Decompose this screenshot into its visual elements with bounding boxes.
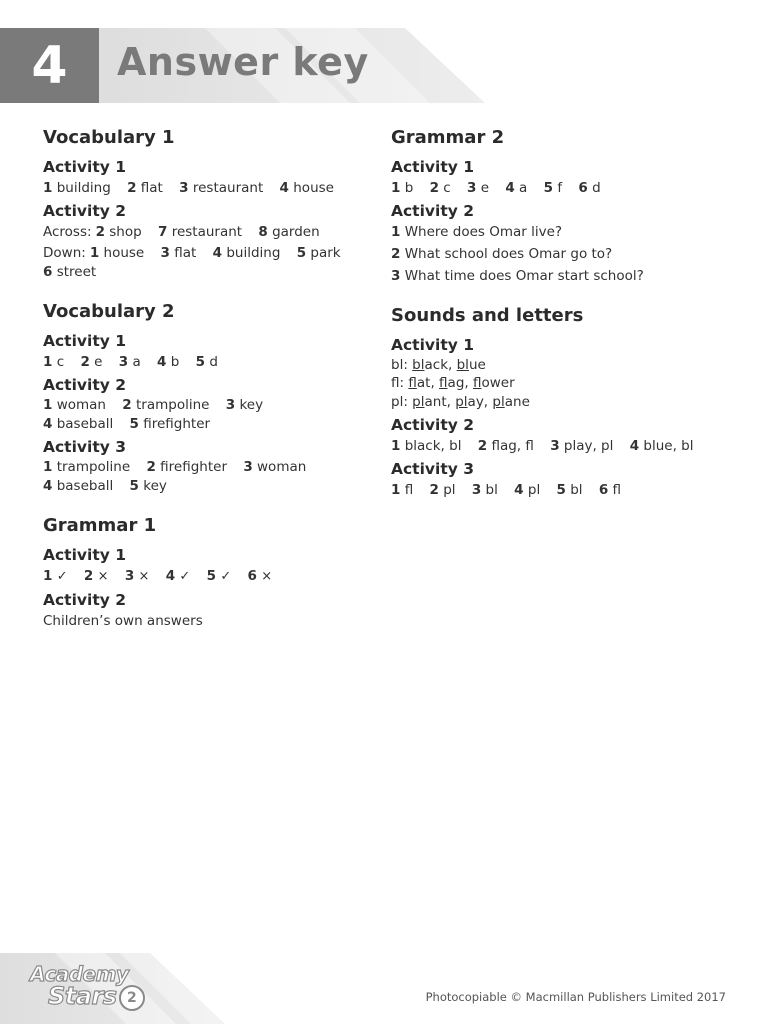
answer-line: [43, 352, 373, 372]
answer-item: 5 bl: [556, 482, 583, 498]
activity-title: Activity 2: [43, 591, 127, 609]
activity-title: Activity 2: [391, 416, 475, 434]
answer-item: 5 d: [195, 354, 218, 370]
page-title: Answer key: [117, 40, 369, 84]
answer-item: 2 trampoline: [122, 397, 210, 413]
answer-item: 2 ×: [83, 568, 109, 584]
section-title: Grammar 2: [391, 127, 505, 148]
academy-stars-logo: [26, 963, 166, 1013]
answer-item: 4 blue, bl: [629, 438, 694, 454]
answer-line: [43, 244, 373, 262]
section-title: Vocabulary 1: [43, 127, 175, 148]
answer-item: 6 ×: [247, 568, 273, 584]
level-badge: 2: [119, 985, 145, 1011]
answer-item: 3 key: [225, 397, 264, 413]
answer-item: 3 play, pl: [550, 438, 614, 454]
unit-number: 4: [31, 35, 68, 96]
section-sounds-and-letters: [391, 304, 751, 500]
across-label: Across:: [43, 224, 92, 240]
activity-title: Activity 1: [391, 336, 475, 354]
answer-item: 1 house: [89, 245, 145, 261]
answer-line: 3 What time does Omar start school?: [391, 268, 644, 284]
cross-icon: ×: [261, 569, 273, 584]
section-grammar-1: [43, 514, 373, 631]
answer-line: Children’s own answers: [43, 613, 203, 629]
answer-item: 1 building: [43, 180, 111, 196]
cross-icon: ×: [97, 569, 109, 584]
answer-item: 5 firefighter: [129, 416, 211, 432]
answer-line: 1 Where does Omar live?: [391, 224, 563, 240]
answer-item: 6 fl: [598, 482, 622, 498]
answer-item: 4 building: [212, 245, 281, 261]
answer-line: [43, 566, 373, 587]
activity-title: Activity 2: [391, 202, 475, 220]
section-title: Grammar 1: [43, 515, 157, 536]
activity-title: Activity 1: [391, 158, 475, 176]
unit-number-box: [0, 28, 99, 103]
answer-item: 4 house: [279, 180, 334, 196]
answer-item: 4 baseball: [43, 478, 114, 494]
copyright-notice: Photocopiable © Macmillan Publishers Limited 2017: [425, 990, 726, 1004]
answer-item: 4 pl: [514, 482, 541, 498]
section-vocabulary-2: [43, 300, 373, 496]
answer-item: 4 baseball: [43, 416, 114, 432]
answer-item: 3 bl: [471, 482, 498, 498]
answer-line: [43, 476, 373, 496]
tick-icon: ✓: [179, 569, 191, 584]
answer-line: bl: black, blue: [391, 357, 486, 373]
answer-item: 3 woman: [243, 459, 307, 475]
answer-item: 4 ✓: [165, 568, 191, 584]
answer-item: 6 street: [43, 264, 97, 280]
answer-line: fl: flat, flag, flower: [391, 375, 515, 391]
answer-item: 3 e: [467, 180, 490, 196]
answer-item: 1 fl: [391, 482, 414, 498]
answer-item: 3 restaurant: [179, 180, 264, 196]
logo-text-line2: Stars 2: [26, 985, 166, 1011]
tick-icon: ✓: [220, 569, 232, 584]
answer-item: 5 ✓: [206, 568, 232, 584]
answer-line: [43, 262, 373, 282]
answer-item: 3 a: [118, 354, 141, 370]
answer-line: [43, 458, 373, 476]
answer-item: 1 black, bl: [391, 438, 462, 454]
section-title: Vocabulary 2: [43, 301, 175, 322]
activity-title: Activity 3: [391, 460, 475, 478]
answer-item: 2 pl: [429, 482, 456, 498]
answer-item: 8 garden: [258, 224, 320, 240]
activity-title: Activity 1: [43, 332, 127, 350]
answer-item: 1 b: [391, 180, 414, 196]
answer-item: 3 ×: [124, 568, 150, 584]
answer-item: 2 e: [80, 354, 103, 370]
activity-title: Activity 2: [43, 376, 127, 394]
answer-item: 2 firefighter: [146, 459, 228, 475]
section-grammar-2: [391, 126, 751, 286]
answer-line: [391, 480, 751, 500]
answer-item: 1 woman: [43, 397, 106, 413]
logo-text-line1: Academy: [30, 962, 129, 986]
answer-item: 2 shop: [95, 224, 142, 240]
cross-icon: ×: [138, 569, 150, 584]
answer-item: 5 key: [129, 478, 167, 494]
answer-line: [43, 396, 373, 414]
answer-item: 1 ✓: [43, 568, 68, 584]
activity-title: Activity 1: [43, 158, 127, 176]
section-title: Sounds and letters: [391, 305, 584, 326]
activity-title: Activity 3: [43, 438, 127, 456]
activity-title: Activity 2: [43, 202, 127, 220]
answer-item: 4 b: [157, 354, 180, 370]
answer-line: [43, 222, 373, 242]
answer-item: 6 d: [578, 180, 601, 196]
answer-item: 2 flat: [127, 180, 163, 196]
right-column: [391, 126, 751, 518]
answer-item: 7 restaurant: [157, 224, 243, 240]
answer-line: pl: plant, play, plane: [391, 394, 530, 410]
answer-item: 2 flag, fl: [477, 438, 534, 454]
answer-line: [43, 178, 373, 198]
section-vocabulary-1: [43, 126, 373, 282]
answer-item: 1 trampoline: [43, 459, 131, 475]
answer-item: 4 a: [505, 180, 528, 196]
tick-icon: ✓: [56, 569, 68, 584]
answer-line: [391, 436, 751, 456]
activity-title: Activity 1: [43, 546, 127, 564]
answer-item: 2 c: [429, 180, 451, 196]
down-label: Down:: [43, 245, 86, 261]
answer-item: 1 c: [43, 354, 65, 370]
answer-item: 3 flat: [160, 245, 197, 261]
answer-line: [43, 414, 373, 434]
left-column: [43, 126, 373, 649]
answer-line: 2 What school does Omar go to?: [391, 246, 613, 262]
answer-item: 5 park: [296, 245, 341, 261]
answer-line: [391, 178, 751, 198]
answer-item: 5 f: [543, 180, 563, 196]
